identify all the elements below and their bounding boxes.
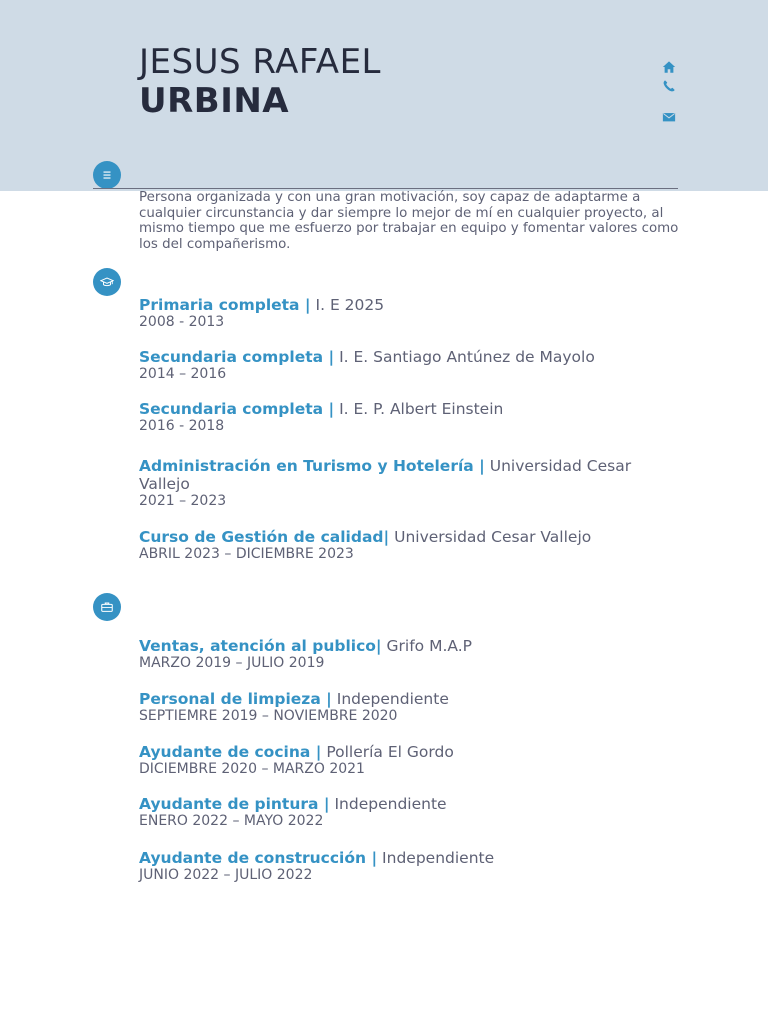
education-institution: Universidad Cesar Vallejo — [139, 457, 632, 493]
experience-role: Ayudante de pintura | — [139, 795, 330, 813]
education-degree: Secundaria completa | — [139, 400, 335, 418]
name-last: URBINA — [139, 81, 290, 121]
experience-title-line — [139, 637, 684, 655]
education-dates: 2021 – 2023 — [139, 493, 227, 509]
education-title-line — [139, 296, 684, 314]
experience-dates: MARZO 2019 – JULIO 2019 — [139, 655, 325, 671]
home-icon[interactable] — [662, 60, 676, 74]
education-institution: I. E 2025 — [315, 296, 385, 314]
education-entry — [139, 528, 684, 563]
experience-employer: Grifo M.A.P — [386, 637, 472, 655]
experience-role: Personal de limpieza | — [139, 690, 332, 708]
experience-dates: DICIEMBRE 2020 – MARZO 2021 — [139, 761, 365, 777]
profile-divider — [93, 188, 678, 189]
education-dates: 2014 – 2016 — [139, 366, 227, 382]
email-icon[interactable] — [662, 110, 676, 124]
experience-dates: JUNIO 2022 – JULIO 2022 — [139, 867, 313, 883]
experience-employer: Pollería El Gordo — [326, 743, 454, 761]
header-band — [0, 0, 768, 191]
experience-entry — [139, 690, 684, 725]
experience-entry — [139, 743, 684, 778]
experience-title-line — [139, 690, 684, 708]
education-institution: Universidad Cesar Vallejo — [394, 528, 592, 546]
education-entry — [139, 400, 684, 435]
education-title-line — [139, 528, 684, 546]
education-degree: Curso de Gestión de calidad| — [139, 528, 390, 546]
education-degree: Secundaria completa | — [139, 348, 335, 366]
education-institution: I. E. P. Albert Einstein — [339, 400, 504, 418]
graduation-cap-icon — [93, 268, 121, 296]
education-dates: 2008 - 2013 — [139, 314, 225, 330]
experience-title-line — [139, 743, 684, 761]
education-dates: ABRIL 2023 – DICIEMBRE 2023 — [139, 546, 354, 562]
experience-entry — [139, 637, 684, 672]
education-dates: 2016 - 2018 — [139, 418, 225, 434]
education-entry — [139, 348, 684, 383]
experience-dates: SEPTIEMRE 2019 – NOVIEMBRE 2020 — [139, 708, 398, 724]
experience-title-line — [139, 849, 684, 867]
experience-employer: Independiente — [336, 690, 449, 708]
education-title-line — [139, 400, 684, 418]
education-title-line — [139, 348, 684, 366]
experience-role: Ayudante de cocina | — [139, 743, 322, 761]
experience-role: Ventas, atención al publico| — [139, 637, 382, 655]
experience-employer: Independiente — [382, 849, 495, 867]
experience-title-line — [139, 795, 684, 813]
experience-employer: Independiente — [334, 795, 447, 813]
list-icon — [93, 161, 121, 189]
education-title-line — [139, 457, 684, 493]
name-first: JESUS RAFAEL — [139, 42, 381, 82]
education-institution: I. E. Santiago Antúnez de Mayolo — [339, 348, 595, 366]
briefcase-icon — [93, 593, 121, 621]
education-entry — [139, 457, 684, 510]
experience-entry — [139, 795, 684, 830]
experience-dates: ENERO 2022 – MAYO 2022 — [139, 813, 324, 829]
education-entry — [139, 296, 684, 331]
education-degree: Primaria completa | — [139, 296, 311, 314]
profile-summary: Persona organizada y con una gran motivación, soy capaz de adaptarme a cualquier circunstancia y dar siempre lo mejor de mí en cualquier proyecto, al mismo tiempo que me esfuerzo por trabajar en equipo y fomentar valores como los del compañerismo. — [139, 190, 679, 252]
education-degree: Administración en Turismo y Hotelería | — [139, 457, 485, 475]
experience-role: Ayudante de construcción | — [139, 849, 378, 867]
experience-entry — [139, 849, 684, 884]
phone-icon[interactable] — [662, 79, 676, 93]
